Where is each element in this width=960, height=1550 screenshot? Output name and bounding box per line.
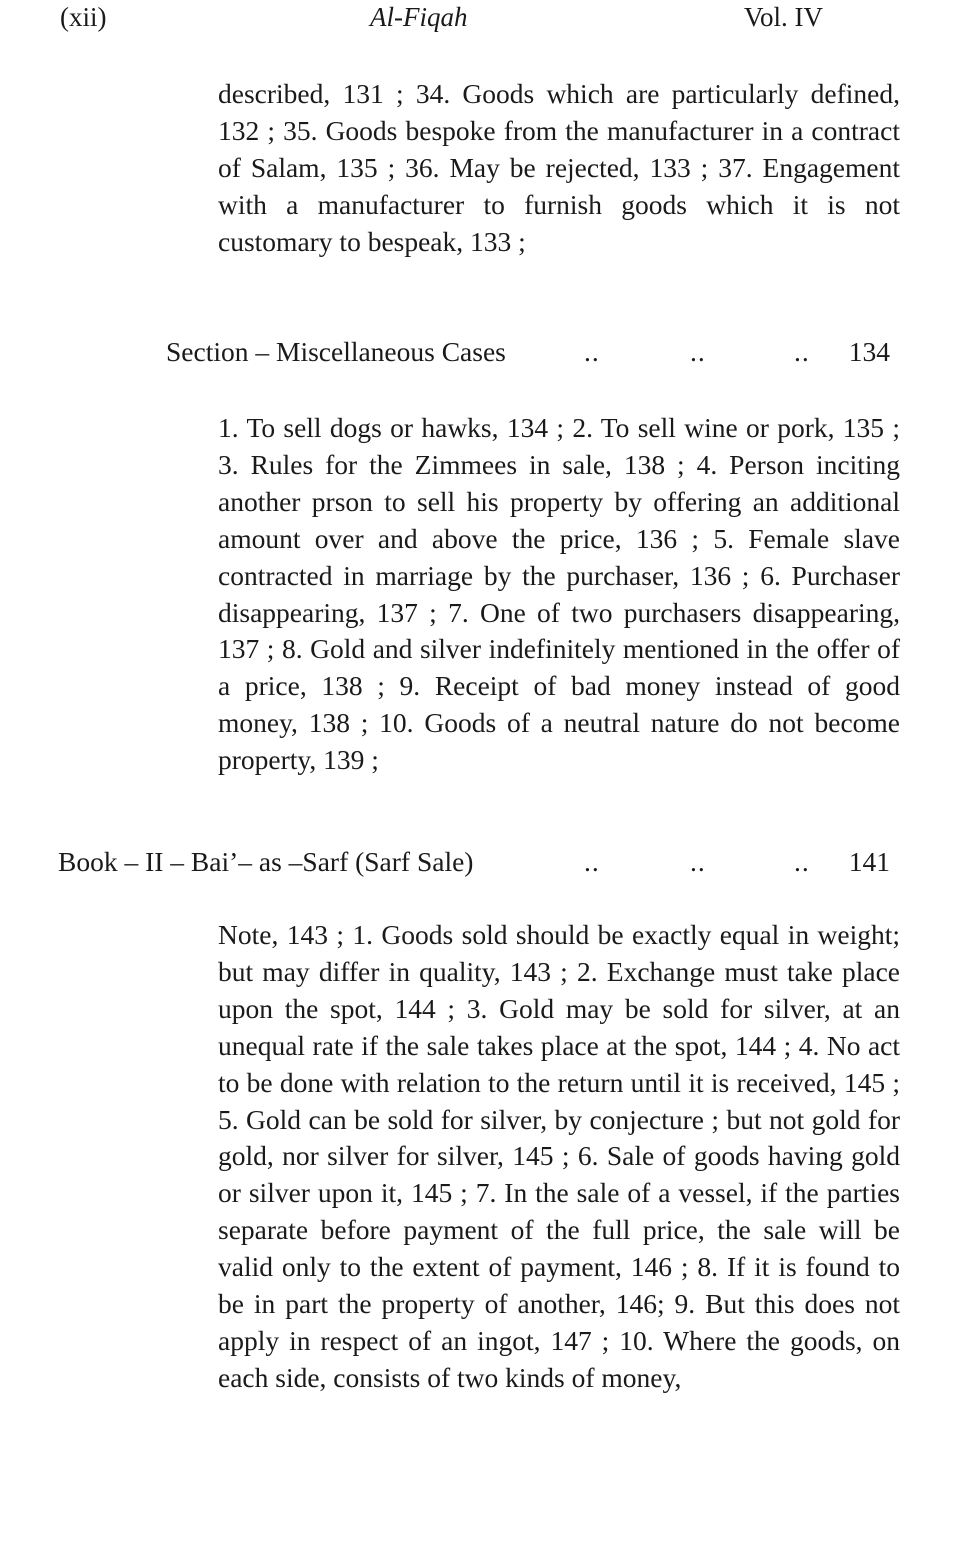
toc-entry-page: 134 xyxy=(848,336,890,367)
toc-entry-title: Book – II – Bai’– as –Sarf (Sarf Sale) xyxy=(58,846,474,877)
toc-leader-dots: .. xyxy=(584,846,600,877)
running-header xyxy=(0,2,960,42)
toc-entry-title: Section – Miscellaneous Cases xyxy=(166,336,506,367)
volume-label: Vol. IV xyxy=(744,2,824,32)
toc-leader-dots: .. xyxy=(690,336,706,367)
toc-leader-dots: .. xyxy=(794,846,810,877)
toc-leader-dots: .. xyxy=(794,336,810,367)
page-number-roman: (xii) xyxy=(60,2,107,32)
contents-paragraph-1: described, 131 ; 34. Goods which are particularly defined, 132 ; 35. Goods bespoke from the manufacturer in a contract of Salam, 135 ; 36. May be rejected, 133 ; 37. Engagement with a manufacturer to furnish goods which it is not customary to bespeak, 133 ; xyxy=(218,78,900,257)
toc-leader-dots: .. xyxy=(584,336,600,367)
toc-entry-book xyxy=(58,844,890,880)
book-title: Al-Fiqah xyxy=(370,2,468,32)
contents-paragraph-2: 1. To sell dogs or hawks, 134 ; 2. To sell wine or pork, 135 ; 3. Rules for the Zimmees in sale, 138 ; 4. Person inciting another prson to sell his property by offering an additional amount over and above the price, 136 ; 5. Female slave contracted in marriage by the purchaser, 136 ; 6. Purchaser disappearing, 137 ; 7. One of two purchasers disappearing, 137 ; 8. Gold and silver indefinitely mentioned in the offer of a price, 138 ; 9. Receipt of bad money instead of good money, 138 ; 10. Goods of a neutral nature do not become property, 139 ; xyxy=(218,412,900,776)
contents-paragraph-3: Note, 143 ; 1. Goods sold should be exactly equal in weight; but may differ in quality, 143 ; 2. Exchange must take place upon the spot, 144 ; 3. Gold may be sold for silver, at an unequal rate if the sale takes place at the spot, 144 ; 4. No act to be done with relation to the return until it is received, 145 ; 5. Gold can be sold for silver, by conjecture ; but not gold for gold, nor silver for silver, 145 ; 6. Sale of goods having gold or silver upon it, 145 ; 7. In the sale of a vessel, if the parties separate before payment of the full price, the sale will be valid only to the extent of payment, 146 ; 8. If it is found to be in part the property of another, 146; 9. But this does not apply in respect of an ingot, 147 ; 10. Where the goods, on each side, consists of two kinds of money, xyxy=(218,919,900,1393)
toc-entry-page: 141 xyxy=(848,846,890,877)
toc-entry-section xyxy=(166,334,890,370)
toc-leader-dots: .. xyxy=(690,846,706,877)
